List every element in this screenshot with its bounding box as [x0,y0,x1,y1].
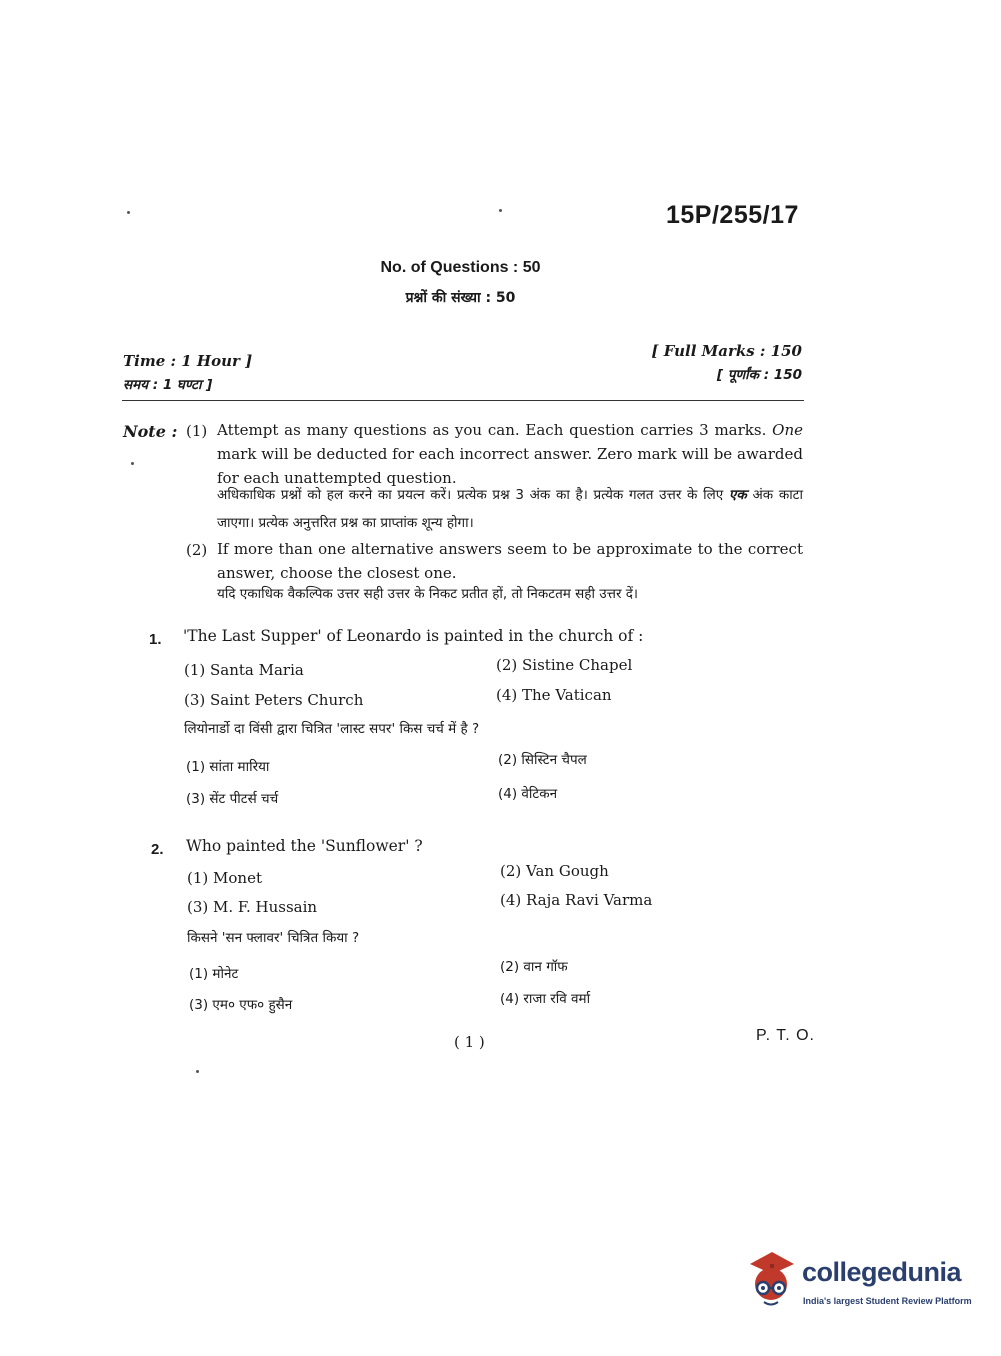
question-2-text-hi: किसने 'सन फ्लावर' चित्रित किया ? [187,930,360,946]
note-1-en-emphasis: One [772,421,803,439]
note-2-hi: यदि एकाधिक वैकल्पिक उत्तर सही उत्तर के निकट प्रतीत हों, तो निकटतम सही उत्तर दें। [217,586,639,602]
question-2-option-4-en: (4) Raja Ravi Varma [500,891,653,909]
scan-speck [127,211,130,214]
question-1-option-2-hi: (2) सिस्टिन चैपल [498,752,587,768]
question-1-option-3-hi: (3) सेंट पीटर्स चर्च [186,791,279,807]
pto-label: P. T. O. [756,1027,815,1044]
question-2-option-2-en: (2) Van Gough [500,862,609,880]
question-1-text-en: 'The Last Supper' of Leonardo is painted in the church of : [183,627,644,645]
scan-speck [499,209,502,212]
question-1-option-1-en: (1) Santa Maria [184,661,304,679]
question-2-text-en: Who painted the 'Sunflower' ? [186,837,423,855]
logo-tagline: India's largest Student Review Platform [803,1296,972,1306]
question-2-option-3-en: (3) M. F. Hussain [187,898,318,916]
note-1-hi [217,481,803,537]
mascot-icon [742,1250,800,1316]
question-2-option-1-en: (1) Monet [187,869,262,887]
question-2-option-2-hi: (2) वान गॉफ [500,959,568,975]
note-1-en [217,418,803,490]
note-1-hi-pre: अधिकाधिक प्रश्नों को हल करने का प्रयत्न करें। प्रत्येक प्रश्न 3 अंक का है। प्रत्येक गलत उत्तर के लिए [217,487,724,503]
question-2-option-3-hi: (3) एम० एफ० हुसैन [189,997,293,1013]
note-label: Note : [123,422,178,441]
scan-speck [196,1070,199,1073]
question-2-number: 2. [151,841,164,858]
note-1-number: (1) [186,422,208,440]
collegedunia-logo[interactable] [742,1250,972,1320]
scan-speck [131,462,134,465]
question-count-hi: प्रश्नों की संख्या : 50 [405,290,516,306]
question-1-option-4-hi: (4) वेटिकन [498,786,558,802]
note-1-en-line1: Attempt as many questions as you can. Each question carries 3 marks. [217,421,767,439]
logo-name: collegedunia [802,1257,962,1287]
note-1-en-rest: mark will be deducted for each incorrect answer. Zero mark will be awarded for each unattempted question. [217,445,803,487]
full-marks-hi: [ पूर्णांक : 150 [716,367,802,383]
time-en: Time : 1 Hour ] [123,352,253,370]
note-1-hi-post: अंक काटा जाएगा। प्रत्येक अनुत्तरित प्रश्न का प्राप्तांक शून्य होगा। [217,487,803,531]
question-1-number: 1. [149,631,162,648]
question-1-option-2-en: (2) Sistine Chapel [496,656,633,674]
note-1-hi-emphasis: एक [728,487,747,503]
note-2-en: If more than one alternative answers seem to be approximate to the correct answer, choose the closest one. [217,540,803,582]
question-1-option-3-en: (3) Saint Peters Church [184,691,364,709]
question-1-option-4-en: (4) The Vatican [496,686,612,704]
paper-code: 15P/255/17 [666,201,799,229]
time-hi: समय : 1 घण्टा ] [123,377,213,393]
question-2-option-1-hi: (1) मोनेट [189,966,239,982]
question-1-option-1-hi: (1) सांता मारिया [186,759,270,775]
header-divider [122,400,804,401]
question-count-en: No. of Questions : 50 [380,259,541,276]
full-marks-en: [ Full Marks : 150 [651,342,802,360]
question-1-text-hi: लियोनार्डो दा विंसी द्वारा चित्रित 'लास्ट सपर' किस चर्च में है ? [184,721,480,737]
page-number: ( 1 ) [454,1033,485,1051]
note-2-number: (2) [186,541,208,559]
question-2-option-4-hi: (4) राजा रवि वर्मा [500,991,591,1007]
